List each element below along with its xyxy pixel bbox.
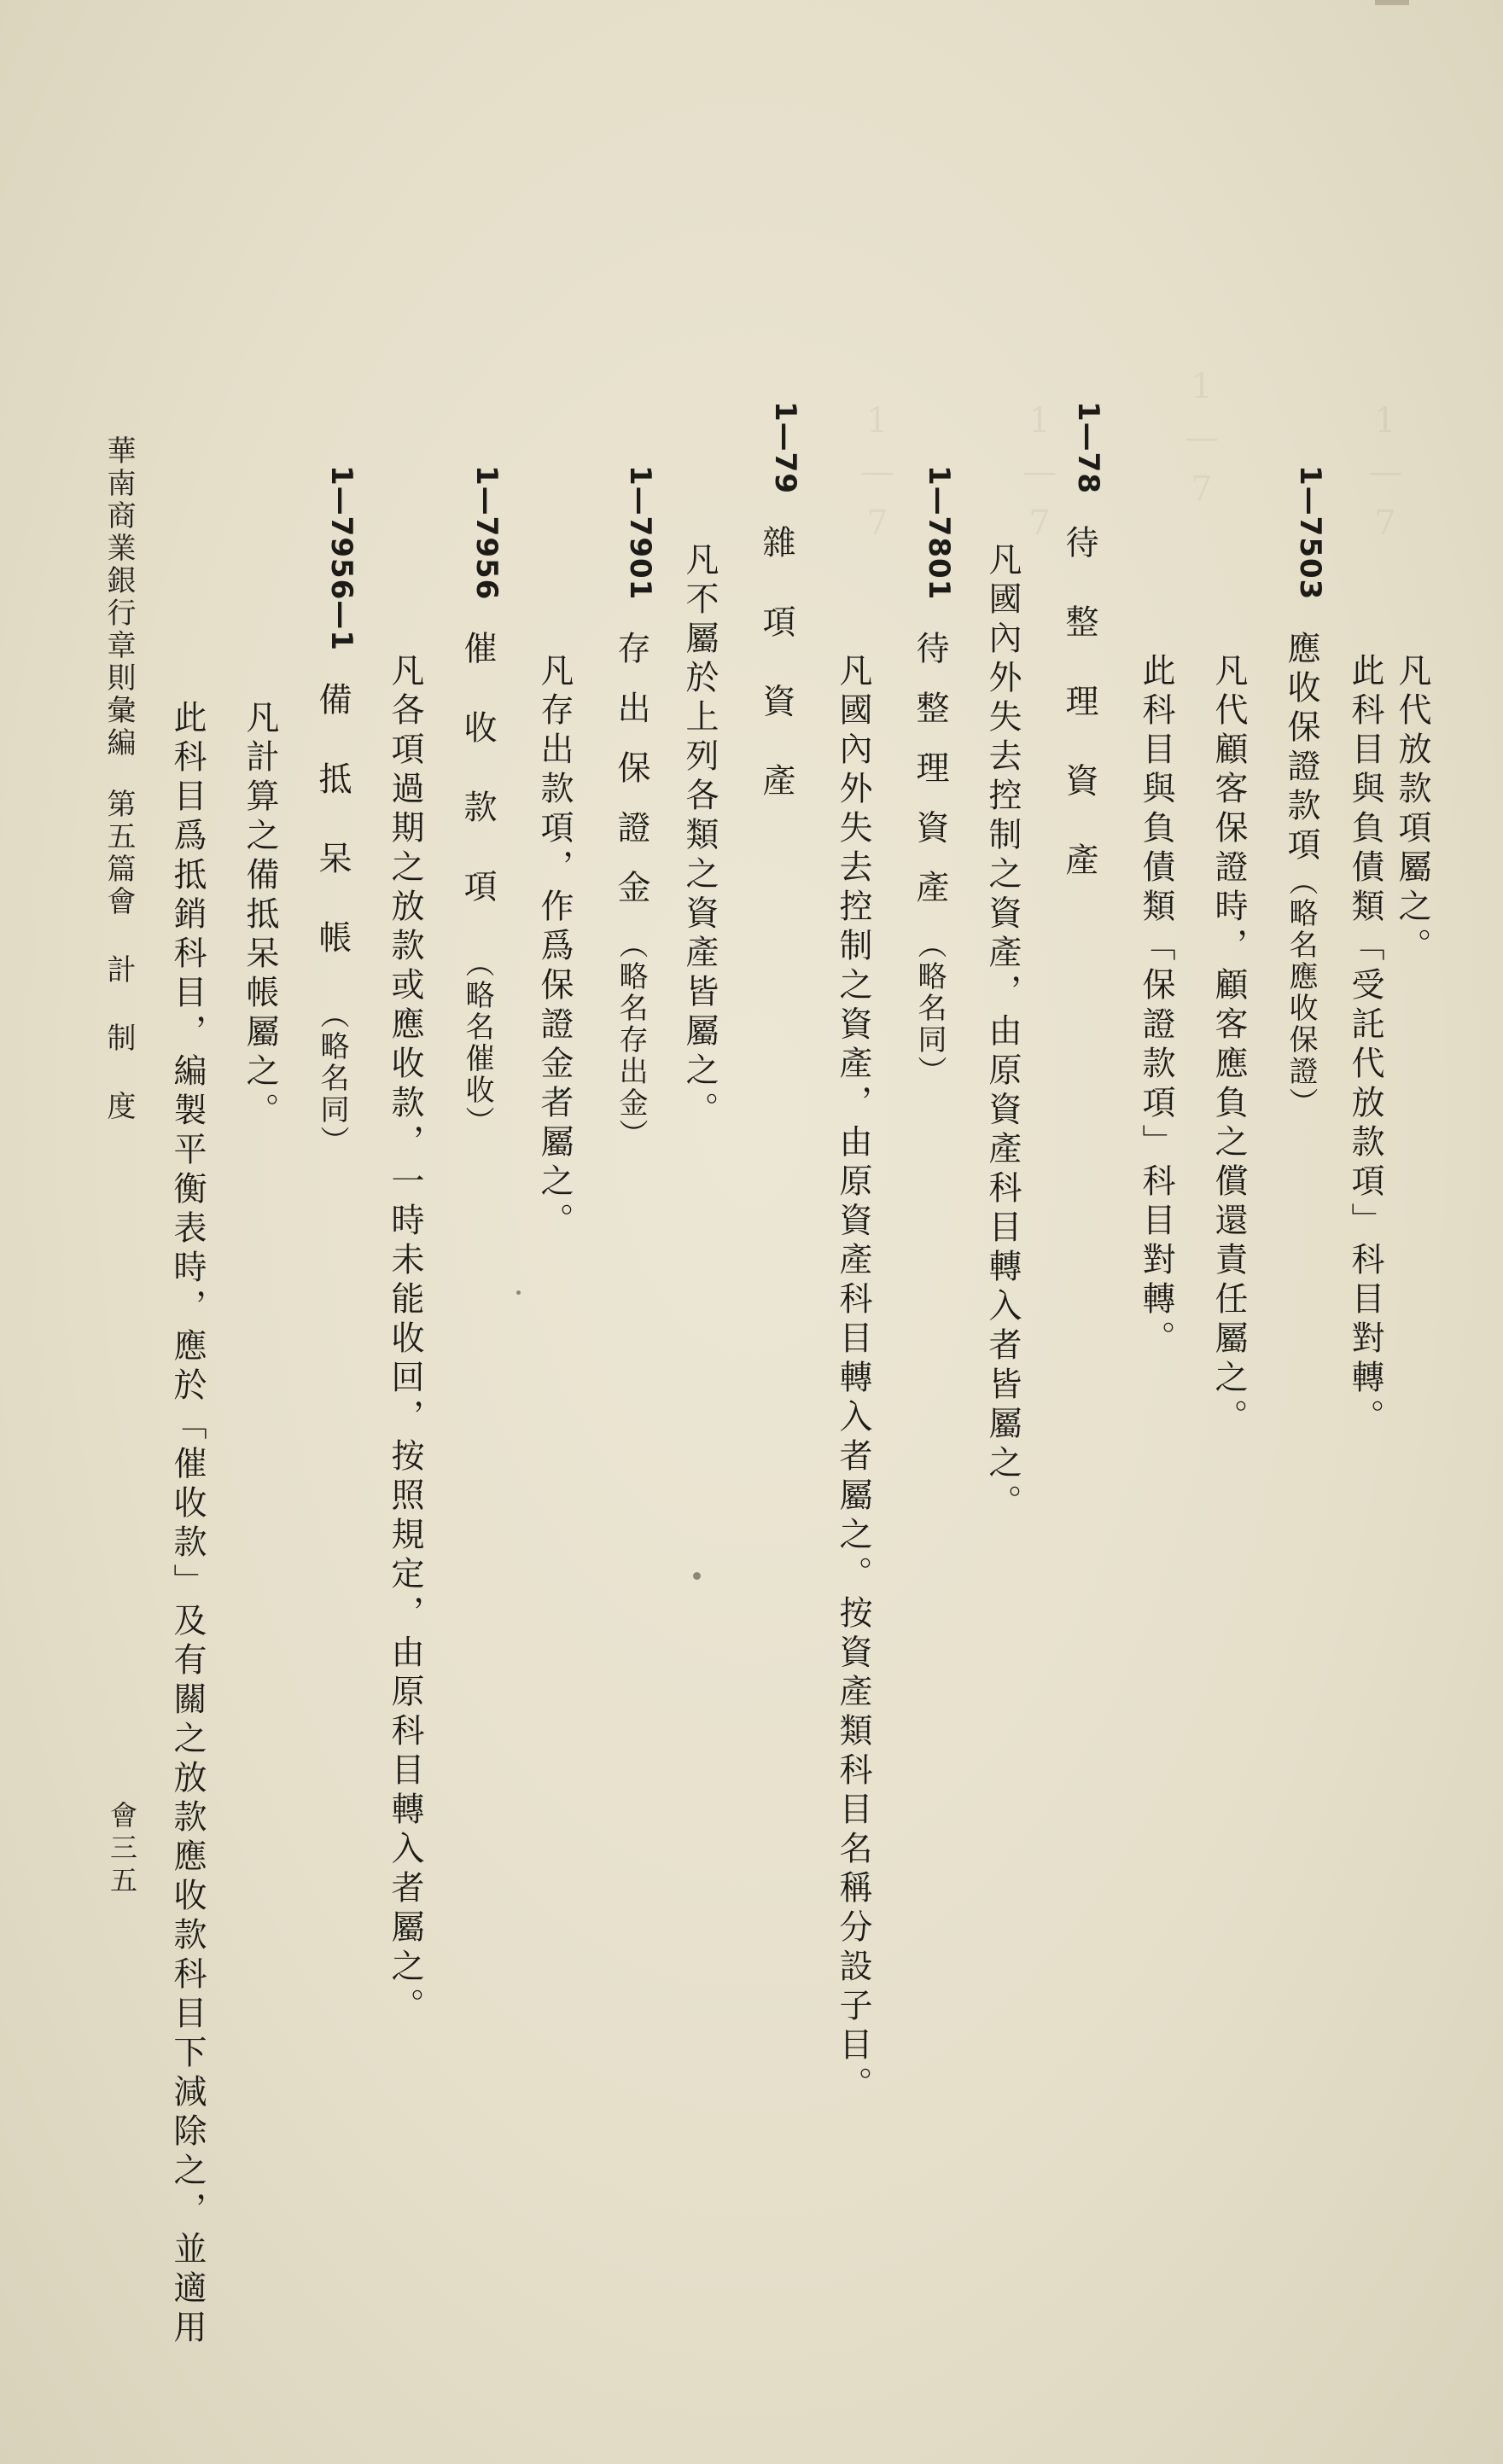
account-code: 1—7956 [469,465,504,601]
account-abbrev: （略名同） [315,999,349,1157]
account-code: 1—7901 [623,465,657,601]
section-label: 會計制度 [102,886,136,1159]
body-text: 凡代放款項屬之。 [1393,653,1431,967]
bleed-through-text: 1—7 [1182,367,1221,521]
page-edge-mark [1375,0,1409,5]
page-number: 會三五 [106,1801,138,1898]
ink-speck [693,1572,701,1580]
body-line [535,653,574,1242]
bleed-through-text: 1—7 [1366,401,1405,555]
book-title: 華南商業銀行章則彙編 [102,435,136,760]
body-text: 凡不屬於上列各類之資產皆屬之。 [680,542,719,1131]
body-text: 凡國內外失去控制之資產，由原資產科目轉入者皆屬之。 [983,542,1022,1523]
body-line [1346,653,1384,1438]
account-abbrev: （略名同） [912,929,947,1088]
body-text: 凡國內外失去控制之資產，由原資產科目轉入者屬之。按資產類科目名稱分設子目。 [834,653,872,2106]
body-text: 凡各項過期之放款或應收款，一時未能收回，按照規定，由原科目轉入者屬之。 [386,653,424,2027]
group-title: 待整理資產 [1060,524,1098,922]
bleed-through-text: 1—7 [1020,401,1059,555]
account-title: 待整理資產 [911,631,949,930]
group-code: 1—79 [768,401,802,494]
body-line [680,542,719,1131]
body-text: 此科目爲抵銷科目，編製平衡表時，應於「催收款」及有關之放款應收款科目下減除之，並適用 [168,700,207,2349]
body-line [983,542,1022,1523]
group-heading [1060,401,1105,922]
account-code: 1—7503 [1293,465,1327,601]
body-text: 凡計算之備抵呆帳屬之。 [241,700,279,1132]
body-line [836,653,870,2106]
body-line [168,700,207,2349]
bleed-through-text: 1—7 [858,401,897,555]
part-label: 第五篇 [102,789,136,886]
group-heading [757,401,802,842]
account-abbrev: （略名應收保證） [1284,866,1318,1120]
account-code: 1—7956—1 [324,465,358,651]
account-heading [612,465,657,1151]
account-title: 備抵呆帳 [313,681,352,999]
body-text: 此科目與負債類「受託代放款項」科目對轉。 [1346,653,1384,1438]
account-abbrev: （略名催收） [460,948,494,1139]
body-line [243,700,277,1132]
body-text: 凡代顧客保證時，顧客應負之償還責任屬之。 [1209,653,1248,1438]
account-title: 應收保證款項 [1282,631,1320,867]
group-code: 1—78 [1071,401,1105,494]
body-text: 此科目與負債類「保證款項」科目對轉。 [1137,653,1175,1360]
account-heading [458,465,504,1139]
body-line [1395,653,1429,967]
account-title: 催收款項 [458,631,497,949]
account-code: 1—7801 [922,465,956,601]
account-title: 存出保證金 [612,631,650,930]
body-text: 凡存出款項，作爲保證金者屬之。 [535,653,574,1242]
ink-speck [516,1290,521,1295]
body-line [1139,653,1173,1360]
account-heading [313,465,358,1157]
running-footer [98,435,140,1159]
account-abbrev: （略名存出金） [614,929,648,1151]
body-line [388,653,422,2027]
account-heading [1282,465,1327,1120]
group-title: 雜項資產 [757,524,795,842]
account-heading [911,465,956,1088]
body-line [1209,653,1248,1438]
